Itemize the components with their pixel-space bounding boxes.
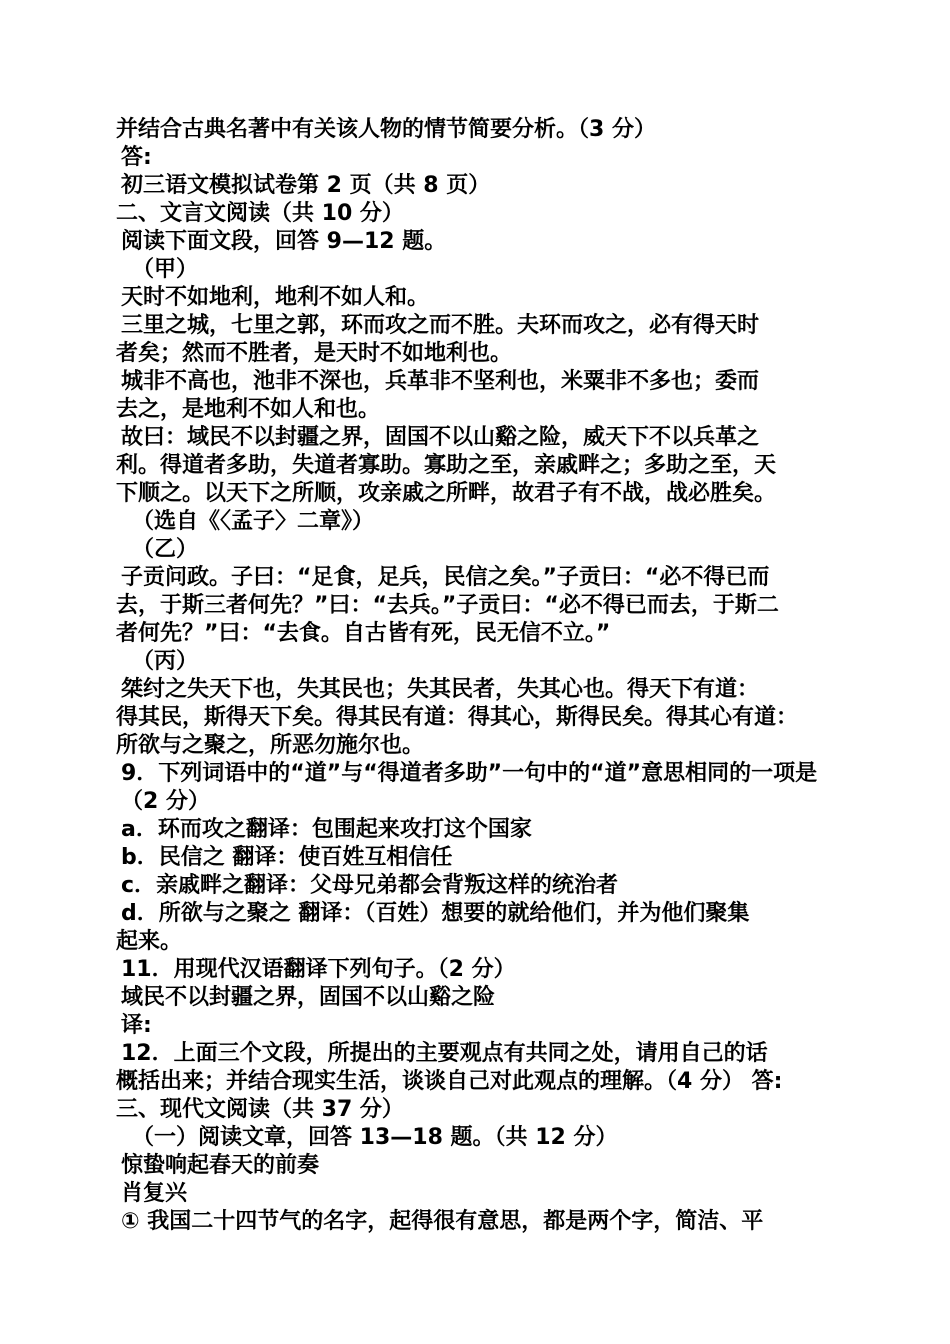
text-line: 所欲与之聚之，所恶勿施尔也。	[116, 733, 425, 758]
text-line: 答:	[121, 145, 152, 170]
text-line: 译:	[121, 1013, 152, 1038]
text-line: 天时不如地利，地利不如人和。	[121, 285, 430, 310]
question-text: 9．下列词语中的“道”与“得道者多助”一句中的“道”意思相同的一项是	[121, 761, 818, 786]
source-note: （选自《〈孟子〉二章》）	[132, 509, 375, 534]
text-line: 桀纣之失天下也，失其民也；失其民者，失其心也。得天下有道：	[121, 677, 760, 702]
option-d: d．所欲与之聚之 翻译：（百姓）想要的就给他们，并为他们聚集	[121, 901, 750, 926]
article-title: 惊蛰响起春天的前奏	[121, 1153, 320, 1178]
text-line: 城非不高也，池非不深也，兵革非不坚利也，米粟非不多也；委而	[121, 369, 760, 394]
text-line: 子贡问政。子曰：“足食，足兵，民信之矣。”子贡曰：“必不得已而	[121, 565, 770, 590]
option-b: b．民信之 翻译：使百姓互相信任	[121, 845, 453, 870]
text-line: 阅读下面文段，回答 9—12 题。	[121, 229, 447, 254]
subsection-label: （乙）	[132, 537, 199, 562]
text-line: 者何先？”曰：“去食。自古皆有死，民无信不立。”	[116, 621, 611, 646]
text-line: 域民不以封疆之界，固国不以山谿之险	[121, 985, 496, 1010]
text-line: 概括出来；并结合现实生活，谈谈自己对此观点的理解。（4 分） 答:	[116, 1069, 783, 1094]
text-line: 并结合古典名著中有关该人物的情节简要分析。（3 分）	[116, 117, 656, 142]
section-heading: 三、现代文阅读（共 37 分）	[116, 1097, 404, 1122]
section-heading: 二、文言文阅读（共 10 分）	[116, 201, 404, 226]
question-points: （2 分）	[121, 789, 210, 814]
text-line: 得其民，斯得天下矣。得其民有道：得其心，斯得民矣。得其心有道：	[116, 705, 799, 730]
text-line: 故曰：域民不以封疆之界，固国不以山谿之险，威天下不以兵革之	[121, 425, 760, 450]
subsection-heading: （一）阅读文章，回答 13—18 题。（共 12 分）	[132, 1125, 618, 1150]
text-line: 三里之城，七里之郭，环而攻之而不胜。夫环而攻之，必有得天时	[121, 313, 760, 338]
subsection-label: （丙）	[132, 649, 199, 674]
option-a: a．环而攻之翻译：包围起来攻打这个国家	[121, 817, 532, 842]
text-line: 下顺之。以天下之所顺，攻亲戚之所畔，故君子有不战，战必胜矣。	[116, 481, 777, 506]
text-line: 去，于斯三者何先？”曰：“去兵。”子贡曰：“必不得已而去，于斯二	[116, 593, 779, 618]
question-text: 11．用现代汉语翻译下列句子。（2 分）	[121, 957, 516, 982]
text-line: 起来。	[116, 929, 183, 954]
text-line: 去之，是地利不如人和也。	[116, 397, 381, 422]
question-text: 12．上面三个文段，所提出的主要观点有共同之处，请用自己的话	[121, 1041, 768, 1066]
text-line: 者矣；然而不胜者，是天时不如地利也。	[116, 341, 513, 366]
subsection-label: （甲）	[132, 257, 199, 282]
page-footer: 初三语文模拟试卷第 2 页（共 8 页）	[121, 173, 491, 198]
option-c: c．亲戚畔之翻译：父母兄弟都会背叛这样的统治者	[121, 873, 619, 898]
text-line: 利。得道者多助，失道者寡助。寡助之至，亲戚畔之；多助之至，天	[116, 453, 777, 478]
text-line: ① 我国二十四节气的名字，起得很有意思，都是两个字，简洁、平	[121, 1209, 764, 1234]
article-author: 肖复兴	[121, 1181, 188, 1206]
